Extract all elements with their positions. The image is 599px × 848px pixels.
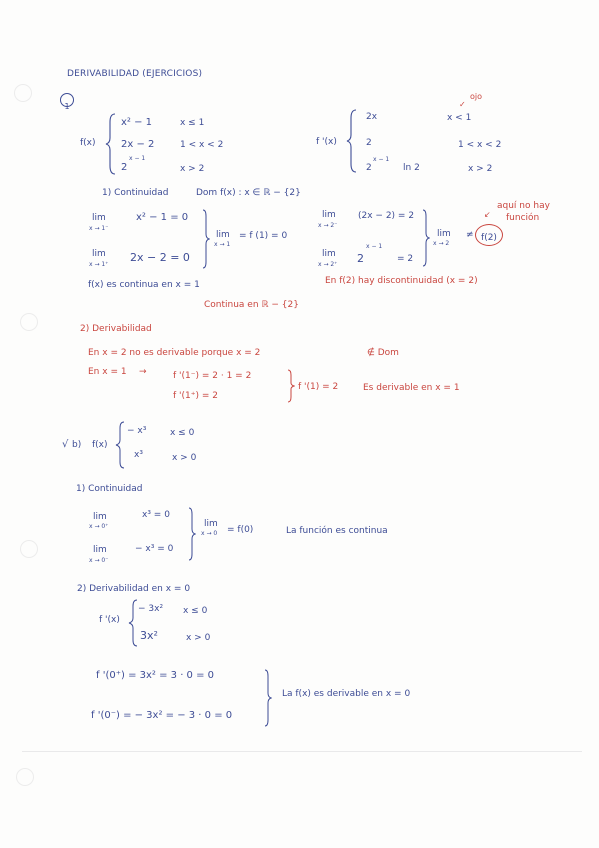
ex1-limit6-lim: lim — [437, 229, 451, 239]
exb-case2-expr: x³ — [134, 450, 143, 460]
exb-checkmark: √ — [62, 439, 69, 450]
exb-label: b) — [72, 440, 82, 450]
exb-continuity-note: La función es continua — [286, 526, 388, 536]
ex1-derivability-arrow: → — [139, 367, 147, 377]
ex1-case3-cond: x > 2 — [180, 164, 205, 174]
ex1-domain: Dom f(x) : x ∈ ℝ − {2} — [196, 188, 301, 198]
ex1-limit6-neq: ≠ — [466, 230, 474, 240]
exb-limit2-sub: x → 0⁻ — [89, 557, 109, 564]
exb-derivative-case1-cond: x ≤ 0 — [183, 606, 208, 616]
aqui-note-arrow: ↙ — [484, 210, 491, 219]
exb-limit-brace — [186, 506, 196, 562]
ex1-derivative-case3-cond: x > 2 — [468, 164, 493, 174]
ex1-limit2-lim: lim — [92, 249, 106, 259]
ex1-limit5-exponent: x − 1 — [366, 243, 383, 250]
ex1-case2-expr: 2x − 2 — [121, 139, 155, 150]
exb-derivability-title: 2) Derivabilidad en x = 0 — [77, 584, 191, 594]
exb-limit2-expr: − x³ = 0 — [135, 544, 174, 554]
ex1-function-name: f(x) — [80, 138, 96, 148]
exb-equation-2: f '(0⁻) = − 3x² = − 3 · 0 = 0 — [91, 710, 233, 721]
ex1-derivative-case2-expr: 2 — [366, 138, 372, 148]
ex1-derivative-case2-cond: 1 < x < 2 — [458, 140, 502, 150]
ex1-limit1-expr: x² − 1 = 0 — [136, 212, 189, 223]
ex1-derivability-at-x1: En x = 1 — [88, 367, 127, 377]
ex1-limit4-expr: (2x − 2) = 2 — [358, 211, 415, 221]
ex1-limit-brace-2 — [420, 208, 430, 268]
ex1-limit4-sub: x → 2⁻ — [318, 222, 338, 229]
exb-derivability-note: La f(x) es derivable en x = 0 — [282, 689, 411, 699]
ex1-derivative-name: f '(x) — [316, 137, 337, 147]
ex1-derivative-case3-base: 2 — [366, 163, 372, 173]
ex1-derivability-not-in-dom: ∉ Dom — [367, 348, 399, 358]
exb-limit3-lim: lim — [204, 519, 218, 529]
punch-hole-bottom — [16, 768, 34, 786]
ex1-limit3-lim: lim — [216, 230, 230, 240]
exb-derivative-case1-expr: − 3x² — [138, 604, 164, 614]
ex1-derivative-left: f '(1⁻) = 2 · 1 = 2 — [173, 371, 252, 381]
exb-case2-cond: x > 0 — [172, 453, 197, 463]
punch-hole-middle — [20, 313, 38, 331]
punch-hole-top — [14, 84, 32, 102]
ex1-case1-expr: x² − 1 — [121, 117, 153, 128]
ex1-limit3-sub: x → 1 — [214, 241, 231, 248]
aqui-note-line1: aquí no hay — [497, 201, 550, 211]
ex1-continuity-note-3: Continua en ℝ − {2} — [204, 300, 299, 310]
exercise-number-1: 1 — [60, 93, 74, 107]
ex1-case1-cond: x ≤ 1 — [180, 118, 205, 128]
page-title: DERIVABILIDAD (EJERCICIOS) — [67, 69, 203, 79]
punch-hole-lower — [20, 540, 38, 558]
ex1-case3-base: 2 — [121, 162, 128, 173]
ex1-continuity-note-2: En f(2) hay discontinuidad (x = 2) — [325, 276, 478, 286]
exb-equation-1: f '(0⁺) = 3x² = 3 · 0 = 0 — [96, 670, 215, 681]
ex1-derivative-right: f '(1⁺) = 2 — [173, 391, 218, 401]
exb-case1-expr: − x³ — [127, 426, 147, 436]
exb-derivative-case2-cond: x > 0 — [186, 633, 211, 643]
ex1-limit2-expr: 2x − 2 = 0 — [130, 251, 190, 264]
ex1-derivability-note-2: Es derivable en x = 1 — [363, 383, 460, 393]
ex1-derivative-case3-exponent: x − 1 — [373, 156, 390, 163]
exb-limit1-expr: x³ = 0 — [142, 510, 170, 520]
ex1-derivative-case1-expr: 2x — [366, 112, 378, 122]
ex1-continuity-note-1: f(x) es continua en x = 1 — [88, 280, 200, 290]
exb-brace — [114, 420, 126, 470]
exb-derivative-case2-expr: 3x² — [140, 629, 158, 642]
ex1-f2-circled: f(2) — [475, 224, 503, 246]
ex1-limit2-sub: x → 1⁺ — [89, 261, 109, 268]
ojo-note: ojo — [470, 92, 483, 101]
ex1-limit3-expr: = f (1) = 0 — [239, 231, 288, 241]
ex1-limit1-sub: x → 1⁻ — [89, 225, 109, 232]
ex1-derivative-case1-cond: x < 1 — [447, 113, 472, 123]
ex1-limit-brace-1 — [200, 208, 210, 270]
ex1-derivative-brace — [345, 108, 359, 174]
ex1-limit1-lim: lim — [92, 213, 106, 223]
exb-limit1-lim: lim — [93, 512, 107, 522]
exb-function-name: f(x) — [92, 440, 108, 450]
ex1-brace — [104, 112, 118, 176]
ex1-limit5-result: = 2 — [397, 254, 414, 264]
ex1-limit6-sub: x → 2 — [433, 240, 450, 247]
aqui-note-line2: función — [506, 213, 540, 223]
ex1-limit5-base: 2 — [357, 252, 364, 265]
exb-limit3-expr: = f(0) — [227, 525, 254, 535]
ex1-derivative-case3-ln: ln 2 — [403, 163, 420, 173]
exb-limit3-sub: x → 0 — [201, 530, 218, 537]
ex1-limit4-lim: lim — [322, 210, 336, 220]
ex1-derivability-note-1: En x = 2 no es derivable porque x = 2 — [88, 348, 261, 358]
exb-continuity-title: 1) Continuidad — [76, 484, 143, 494]
exb-limit1-sub: x → 0⁺ — [89, 523, 109, 530]
exb-derivative-name: f '(x) — [99, 615, 120, 625]
ex1-limit5-lim: lim — [322, 249, 336, 259]
exb-equation-brace — [262, 668, 272, 728]
ex1-derivative-brace — [285, 368, 295, 404]
ojo-checkmark: ✓ — [459, 100, 466, 109]
ex1-case2-cond: 1 < x < 2 — [180, 140, 224, 150]
scan-line — [22, 751, 582, 752]
ex1-continuity-title: 1) Continuidad — [102, 188, 169, 198]
ex1-derivability-title: 2) Derivabilidad — [80, 324, 152, 334]
exb-limit2-lim: lim — [93, 545, 107, 555]
ex1-derivative-equal: f '(1) = 2 — [298, 382, 339, 392]
exb-case1-cond: x ≤ 0 — [170, 428, 195, 438]
ex1-case3-exponent: x − 1 — [129, 155, 146, 162]
ex1-limit5-sub: x → 2⁺ — [318, 261, 338, 268]
